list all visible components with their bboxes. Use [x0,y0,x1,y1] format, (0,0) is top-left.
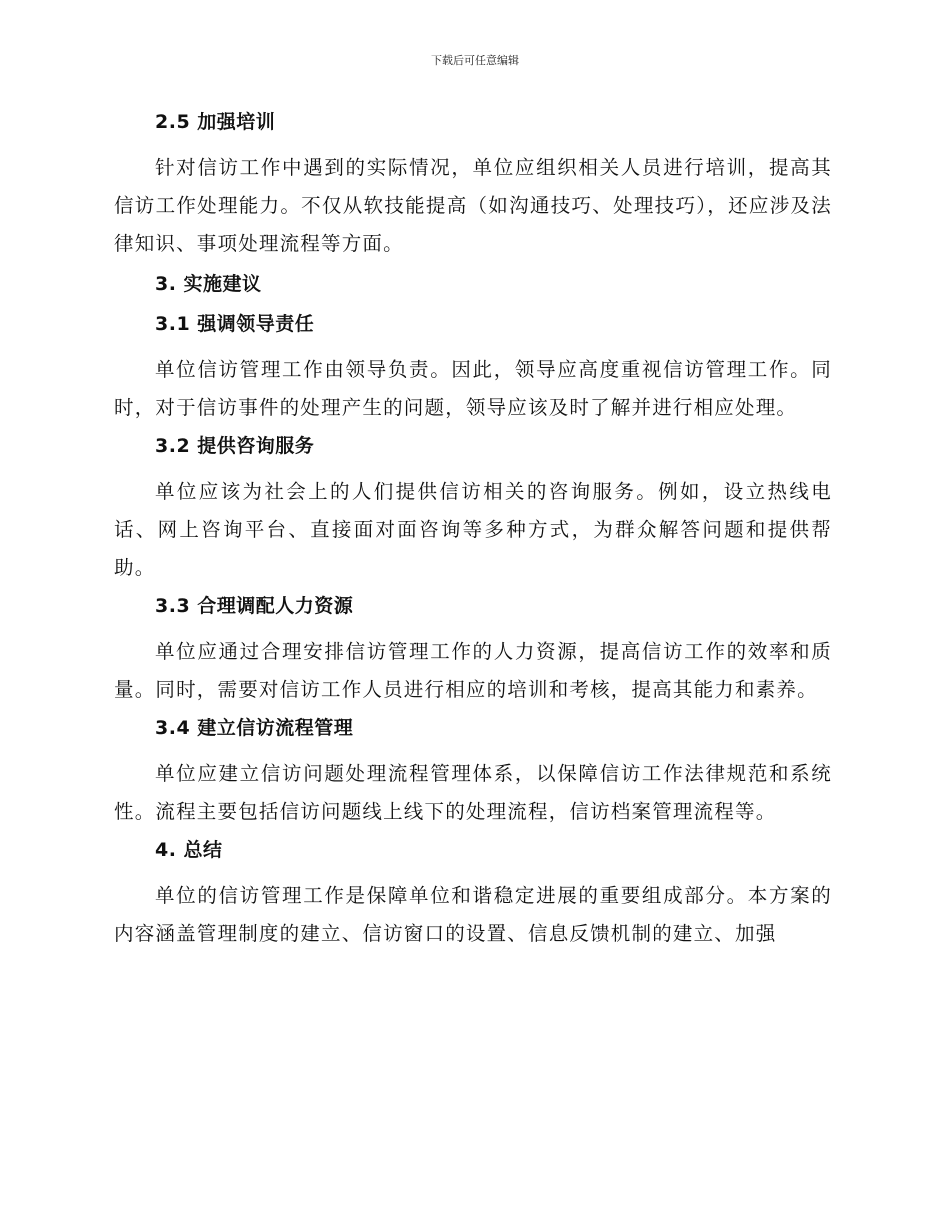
section-heading-2-5: 2.5 加强培训 [155,111,276,133]
page-header: 下载后可任意编辑 [431,54,519,67]
section-heading-4: 4. 总结 [155,839,223,861]
section-heading-3-4: 3.4 建立信访流程管理 [155,717,354,739]
section-paragraph-3-3: 单位应通过合理安排信访管理工作的人力资源，提高信访工作的效率和质量。同时，需要对信访工作人员进行相应的培训和考核，提高其能力和素养。 [114,640,832,701]
section-paragraph-2-5: 针对信访工作中遇到的实际情况，单位应组织相关人员进行培训，提高其信访工作处理能力。不仅从软技能提高（如沟通技巧、处理技巧），还应涉及法律知识、事项处理流程等方面。 [114,156,832,255]
section-paragraph-4: 单位的信访管理工作是保障单位和谐稳定进展的重要组成部分。本方案的内容涵盖管理制度的建立、信访窗口的设置、信息反馈机制的建立、加强 [114,884,832,945]
section-heading-3-1: 3.1 强调领导责任 [155,313,315,335]
section-heading-3-3: 3.3 合理调配人力资源 [155,595,354,617]
document-body [114,109,832,959]
section-paragraph-3-2: 单位应该为社会上的人们提供信访相关的咨询服务。例如，设立热线电话、网上咨询平台、直接面对面咨询等多种方式，为群众解答问题和提供帮助。 [114,480,832,579]
section-heading-3-2: 3.2 提供咨询服务 [155,435,315,457]
section-paragraph-3-1: 单位信访管理工作由领导负责。因此，领导应高度重视信访管理工作。同时，对于信访事件的处理产生的问题，领导应该及时了解并进行相应处理。 [114,358,832,419]
section-paragraph-3-4: 单位应建立信访问题处理流程管理体系，以保障信访工作法律规范和系统性。流程主要包括信访问题线上线下的处理流程，信访档案管理流程等。 [114,762,832,823]
section-heading-3: 3. 实施建议 [155,273,262,295]
